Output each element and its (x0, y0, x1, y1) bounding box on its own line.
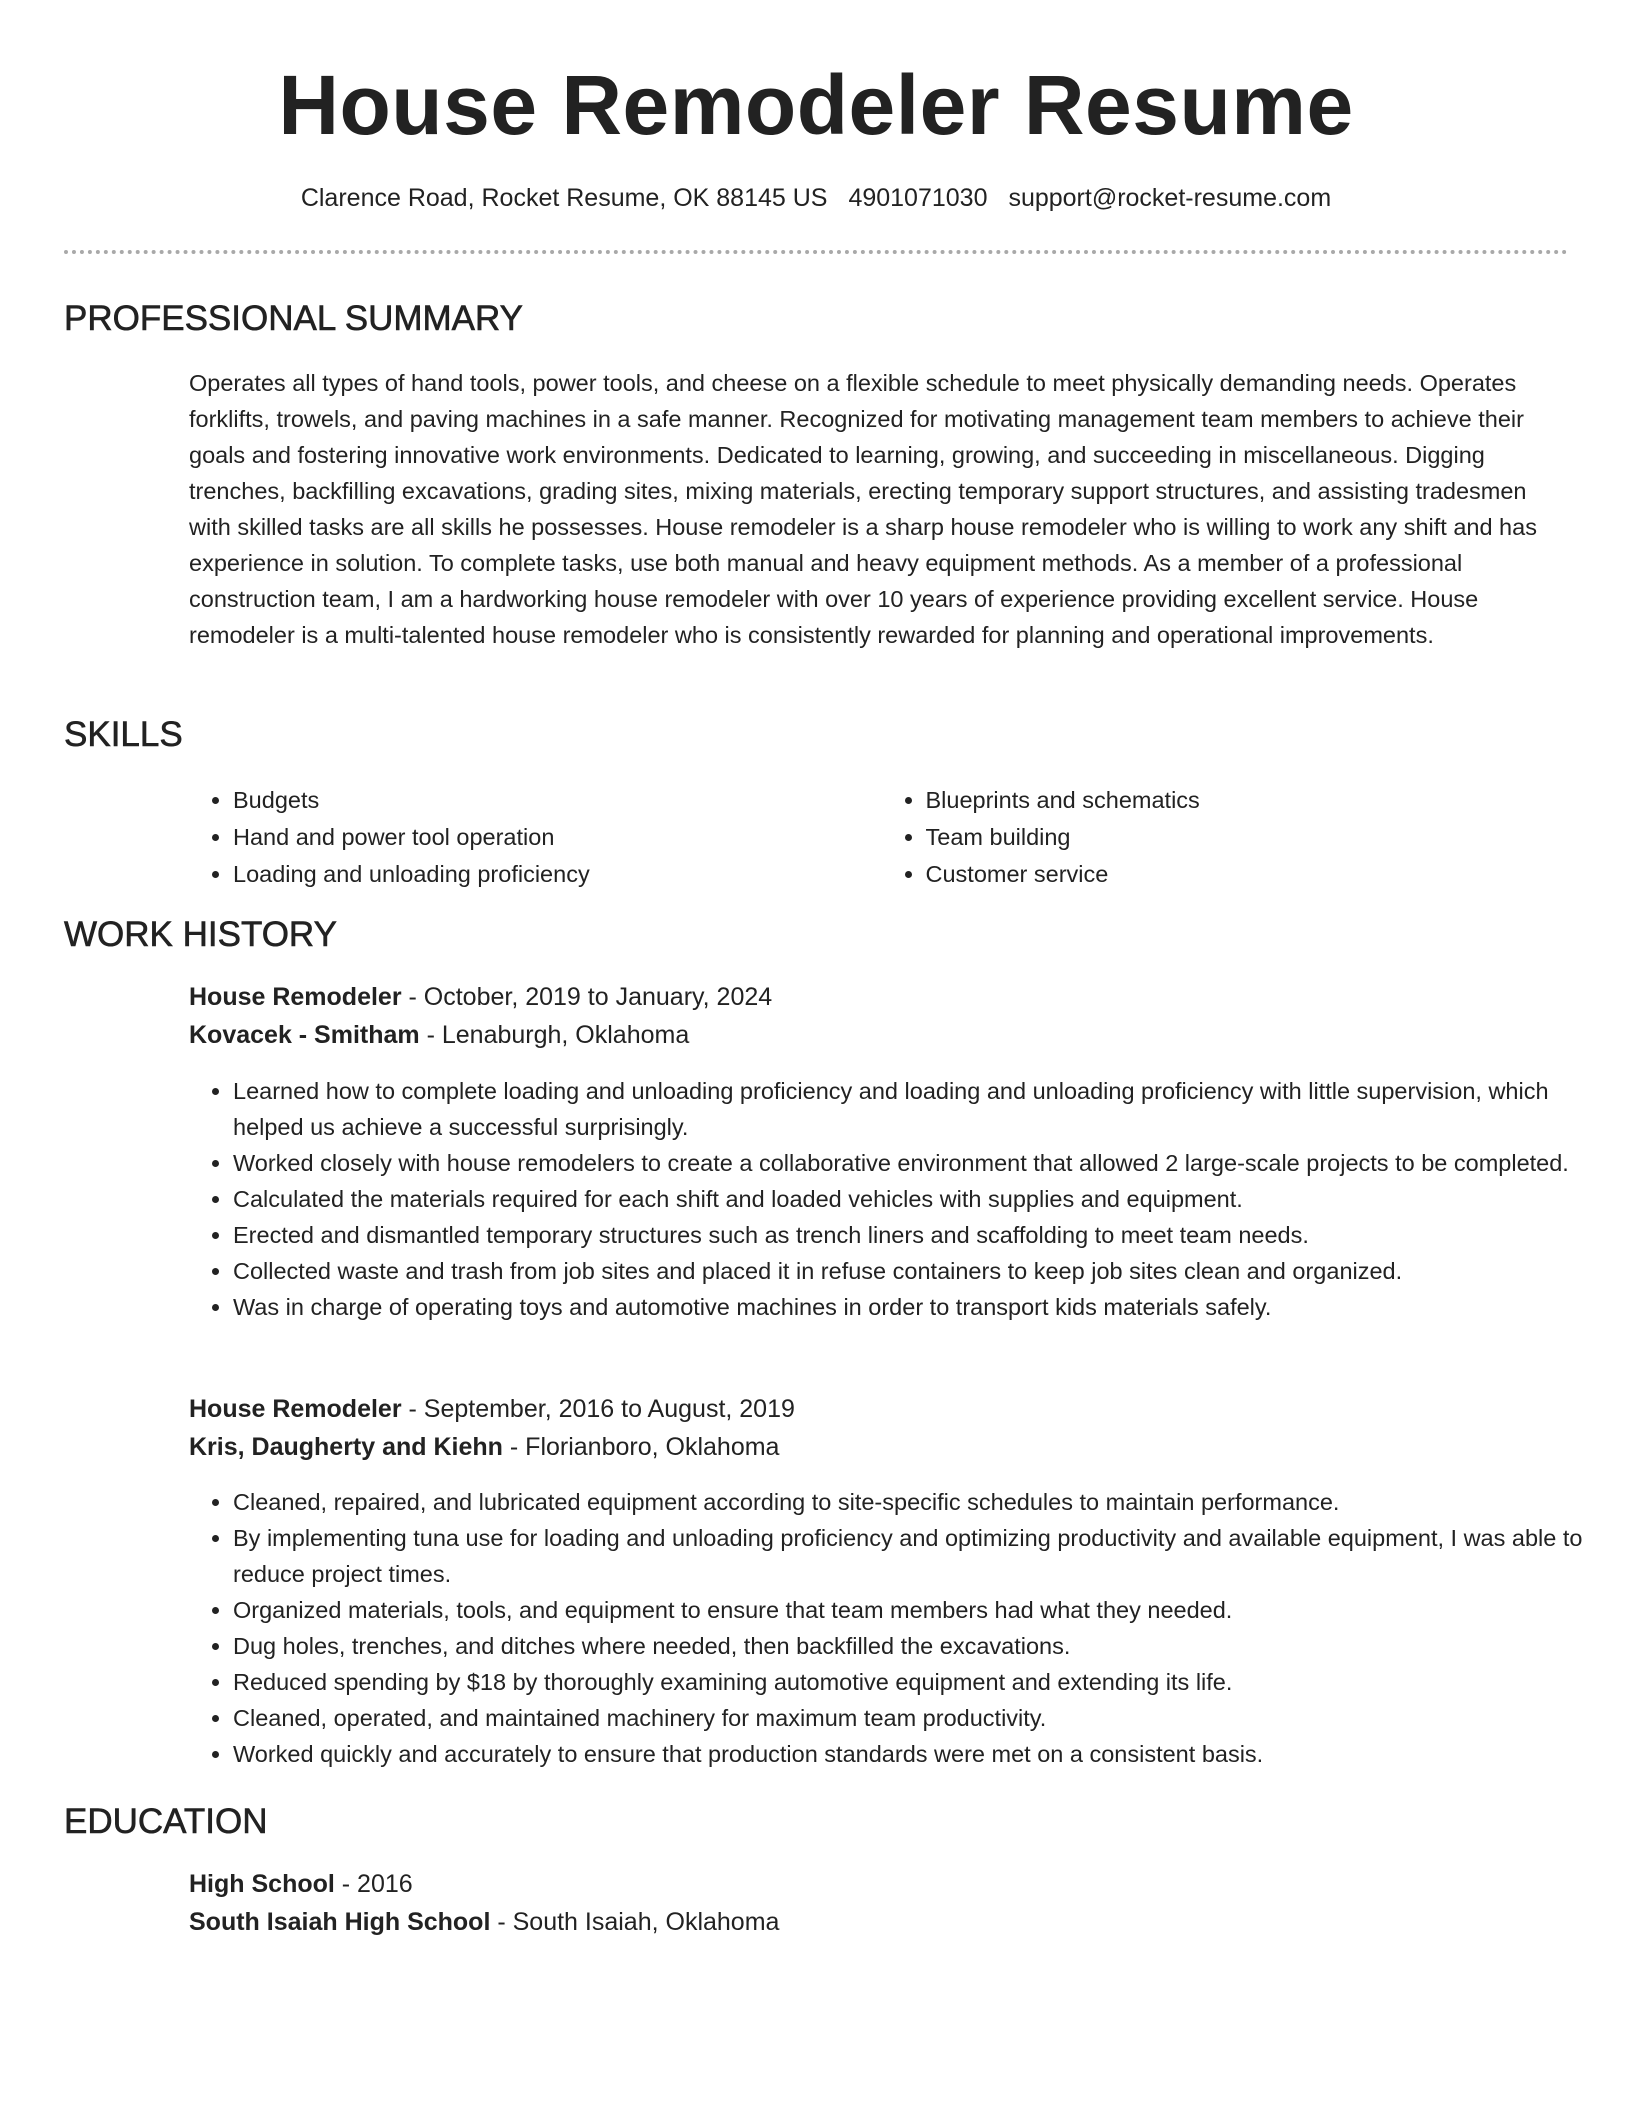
list-item: • Dug holes, trenches, and ditches where needed, then backfilled the excavations. (233, 1628, 1618, 1664)
list-item: • Calculated the materials required for each shift and loaded vehicles with supplies and equipment. (233, 1181, 1618, 1217)
job-2-bullets (189, 1484, 1618, 1772)
skills-column-right (882, 782, 1575, 893)
education-heading: EDUCATION (64, 1802, 268, 1841)
list-item: • Organized materials, tools, and equipment to ensure that team members had what they needed. (233, 1592, 1618, 1628)
summary-text: Operates all types of hand tools, power tools, and cheese on a flexible schedule to meet physically demanding needs. Operates forklifts, trowels, and paving machines in a safe manner. Recognized for motivating management team members to achieve their goals and fostering innovative work environments. Dedicated to learning, growing, and succeeding in miscellaneous. Digging trenches, backfilling excavations, grading sites, mixing materials, erecting temporary support structures, and assisting tradesmen with skilled tasks are all skills he possesses. House remodeler is a sharp house remodeler who is willing to work any shift and has experience in solution. To complete tasks, use both manual and heavy equipment methods. As a member of a professional construction team, I am a hardworking house remodeler with over 10 years of experience providing excellent service. House remodeler is a multi-talented house remodeler who is consistently rewarded for planning and operational improvements. (189, 370, 1537, 648)
skill-item: • Budgets (233, 782, 882, 819)
skills-list (189, 782, 1574, 893)
skill-item: • Team building (926, 819, 1575, 856)
education-degree-line (189, 1865, 413, 1903)
skills-heading: SKILLS (64, 715, 183, 754)
contact-line (0, 180, 1632, 216)
skills-column-left (189, 782, 882, 893)
resume-title: House Remodeler Resume (278, 58, 1354, 152)
list-item: • Learned how to complete loading and unloading proficiency and loading and unloading proficiency with little supervision, which helped us achieve a successful surprisingly. (233, 1073, 1618, 1145)
skill-item: • Hand and power tool operation (233, 819, 882, 856)
work-heading: WORK HISTORY (64, 915, 337, 954)
education-school-line (189, 1903, 779, 1941)
job-company: Kovacek - Smitham (189, 1021, 420, 1049)
summary-heading: PROFESSIONAL SUMMARY (64, 299, 523, 338)
job-company: Kris, Daugherty and Kiehn (189, 1433, 503, 1461)
job-1-company-line (189, 1016, 689, 1054)
job-dates: - September, 2016 to August, 2019 (401, 1395, 795, 1423)
skill-item: • Loading and unloading proficiency (233, 856, 882, 893)
list-item: • Worked quickly and accurately to ensure that production standards were met on a consistent basis. (233, 1736, 1618, 1772)
list-item: • Collected waste and trash from job sites and placed it in refuse containers to keep job sites clean and organized. (233, 1253, 1618, 1289)
job-2-company-line (189, 1428, 779, 1466)
list-item: • By implementing tuna use for loading and unloading proficiency and optimizing productivity and available equipment, I was able to reduce project times. (233, 1520, 1618, 1592)
education-location: - South Isaiah, Oklahoma (490, 1908, 780, 1936)
job-dates: - October, 2019 to January, 2024 (401, 983, 773, 1011)
education-degree: High School (189, 1870, 335, 1898)
job-2-title-line (189, 1390, 795, 1428)
job-location: - Florianboro, Oklahoma (502, 1433, 780, 1461)
job-location: - Lenaburgh, Oklahoma (419, 1021, 690, 1049)
education-school: South Isaiah High School (189, 1908, 491, 1936)
header-divider (64, 250, 1568, 254)
list-item: • Cleaned, operated, and maintained machinery for maximum team productivity. (233, 1700, 1618, 1736)
list-item: • Worked closely with house remodelers to create a collaborative environment that allowed 2 large-scale projects to be completed. (233, 1145, 1618, 1181)
contact-email: support@rocket-resume.com (1008, 184, 1332, 212)
list-item: • Cleaned, repaired, and lubricated equipment according to site-specific schedules to maintain performance. (233, 1484, 1618, 1520)
contact-phone: 4901071030 (848, 184, 988, 212)
skill-item: • Blueprints and schematics (926, 782, 1575, 819)
education-year: - 2016 (334, 1870, 413, 1898)
job-title: House Remodeler (189, 983, 402, 1011)
job-1-title-line (189, 978, 772, 1016)
list-item: • Was in charge of operating toys and automotive machines in order to transport kids materials safely. (233, 1289, 1618, 1325)
skill-item: • Customer service (926, 856, 1575, 893)
list-item: • Erected and dismantled temporary structures such as trench liners and scaffolding to meet team needs. (233, 1217, 1618, 1253)
list-item: • Reduced spending by $18 by thoroughly examining automotive equipment and extending its life. (233, 1664, 1618, 1700)
contact-address: Clarence Road, Rocket Resume, OK 88145 US (300, 184, 828, 212)
job-1-bullets (189, 1073, 1618, 1325)
job-title: House Remodeler (189, 1395, 402, 1423)
